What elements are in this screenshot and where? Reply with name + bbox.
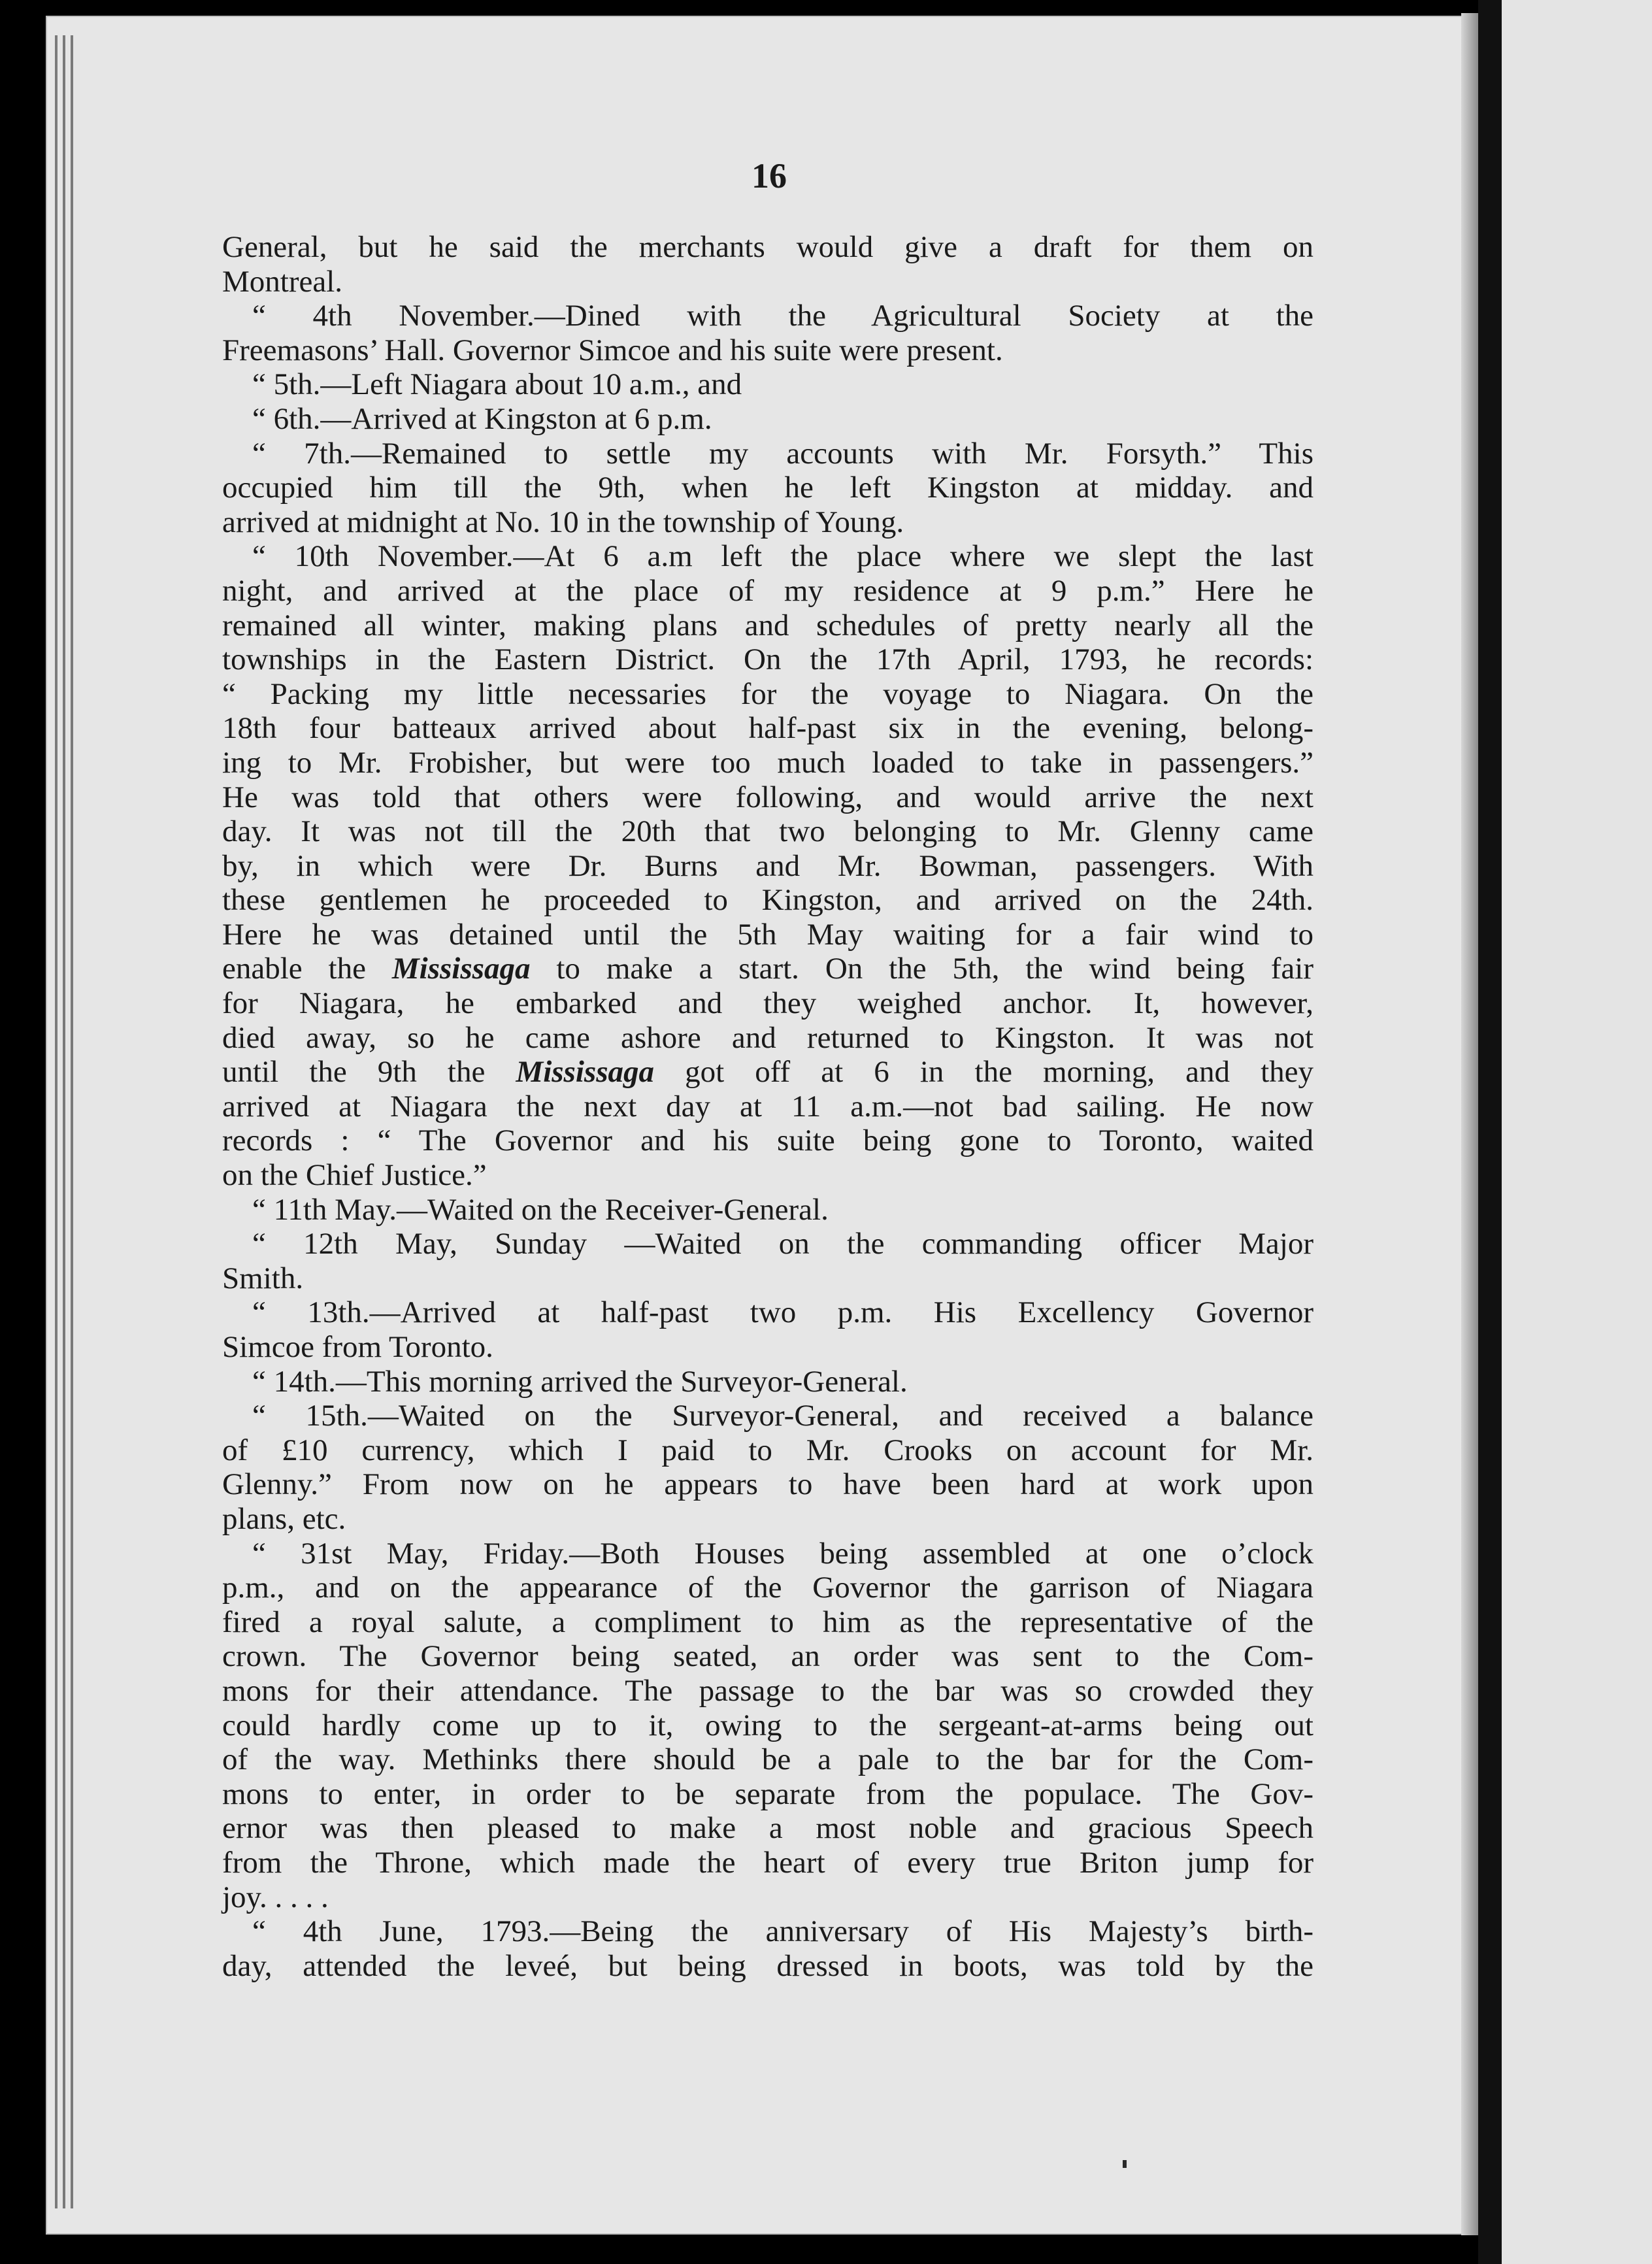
text-line: “ 14th.—This morning arrived the Surveyor-General. [252,1364,908,1399]
text-line: remained all winter, making plans and schedules of pretty nearly all the [222,608,1313,642]
text-line: “ Packing my little necessaries for the voyage to Niagara. On the [222,676,1313,711]
text-line: “ 7th.—Remained to settle my accounts with Mr. Forsyth.” This [252,436,1313,471]
text-line: Montreal. [222,264,343,299]
text-line: “ 6th.—Arrived at Kingston at 6 p.m. [252,401,712,436]
text-line: “ 31st May, Friday.—Both Houses being assembled at one o’clock [252,1536,1313,1571]
text-line: ing to Mr. Frobisher, but were too much loaded to take in passengers.” [222,745,1313,780]
text-line: from the Throne, which made the heart of every true Briton jump for [222,1845,1313,1880]
facing-page [1502,0,1652,2264]
page-edge-line [63,35,65,2208]
text-line: “ 5th.—Left Niagara about 10 a.m., and [252,367,742,402]
text-line: fired a royal salute, a compliment to him as the representative of the [222,1605,1313,1639]
ship-name: Mississaga [391,952,531,986]
ship-name: Mississaga [516,1055,654,1090]
text-line: Smith. [222,1261,304,1295]
text-line: “ 11th May.—Waited on the Receiver-General. [252,1192,829,1227]
text-line-part: got off at 6 in the morning, and they [654,1055,1313,1090]
text-line: these gentlemen he proceeded to Kingston, and arrived on the 24th. [222,883,1313,918]
text-line: joy. . . . . [222,1880,329,1914]
text-line: day, attended the leveé, but being dressed in boots, was told by the [222,1948,1313,1983]
text-line: by, in which were Dr. Burns and Mr. Bowman, passengers. With [222,848,1313,883]
text-line: Freemasons’ Hall. Governor Simcoe and his suite were present. [222,333,1003,367]
text-line: night, and arrived at the place of my residence at 9 p.m.” Here he [222,573,1313,608]
text-line: General, but he said the merchants would give a draft for them on [222,230,1313,264]
text-line [222,1055,1313,1090]
text-line: mons to enter, in order to be separate from the populace. The Gov- [222,1776,1313,1811]
text-line: crown. The Governor being seated, an order was sent to the Com- [222,1639,1313,1674]
text-line: “ 4th November.—Dined with the Agricultural Society at the [252,299,1313,333]
page-number: 16 [752,156,787,195]
text-line: “ 10th November.—At 6 a.m left the place where we slept the last [252,539,1313,574]
text-line-part: until the 9th the [222,1055,516,1090]
text-line: arrived at midnight at No. 10 in the township of Young. [222,505,904,539]
page-edge-line [55,35,58,2208]
text-line-part: to make a start. On the 5th, the wind being fair [530,952,1313,986]
text-line: “ 13th.—Arrived at half-past two p.m. His Excellency Governor [252,1295,1313,1330]
text-line-part: enable the [222,952,392,986]
text-line: mons for their attendance. The passage to the bar was so crowded they [222,1673,1313,1708]
text-line: Here he was detained until the 5th May waiting for a fair wind to [222,917,1313,952]
text-line: on the Chief Justice.” [222,1158,487,1193]
text-line: records : “ The Governor and his suite being gone to Toronto, waited [222,1124,1313,1158]
text-line: arrived at Niagara the next day at 11 a.m.—not bad sailing. He now [222,1089,1313,1124]
book-gutter [1478,0,1502,2264]
text-line: “ 12th May, Sunday —Waited on the commanding officer Major [252,1227,1313,1261]
text-line: for Niagara, he embarked and they weighed anchor. It, however, [222,986,1313,1021]
text-line: 18th four batteaux arrived about half-past six in the evening, belong- [222,711,1313,746]
text-line: Simcoe from Toronto. [222,1330,493,1364]
page-body-text [222,230,1313,1983]
text-line: townships in the Eastern District. On the 17th April, 1793, he records: [222,642,1313,677]
text-line: Glenny.” From now on he appears to have been hard at work upon [222,1467,1313,1502]
text-line: died away, so he came ashore and returned to Kingston. It was not [222,1020,1313,1055]
text-line: could hardly come up to it, owing to the sergeant-at-arms being out [222,1708,1313,1742]
text-line: ernor was then pleased to make a most noble and gracious Speech [222,1811,1313,1846]
page-edge-line [71,35,73,2208]
text-line: of £10 currency, which I paid to Mr. Crooks on account for Mr. [222,1433,1313,1467]
text-line: day. It was not till the 20th that two belonging to Mr. Glenny came [222,814,1313,849]
text-line: He was told that others were following, and would arrive the next [222,780,1313,814]
ink-speck [1123,2160,1127,2168]
text-line: “ 4th June, 1793.—Being the anniversary of His Majesty’s birth- [252,1914,1313,1949]
text-line: plans, etc. [222,1501,346,1536]
gutter-shadow [1461,13,1478,2235]
text-line: “ 15th.—Waited on the Surveyor-General, and received a balance [252,1399,1313,1433]
text-line: occupied him till the 9th, when he left Kingston at midday. and [222,471,1313,505]
text-line: p.m., and on the appearance of the Governor the garrison of Niagara [222,1571,1313,1605]
text-line: of the way. Methinks there should be a pale to the bar for the Com- [222,1742,1313,1777]
text-line [222,952,1313,986]
